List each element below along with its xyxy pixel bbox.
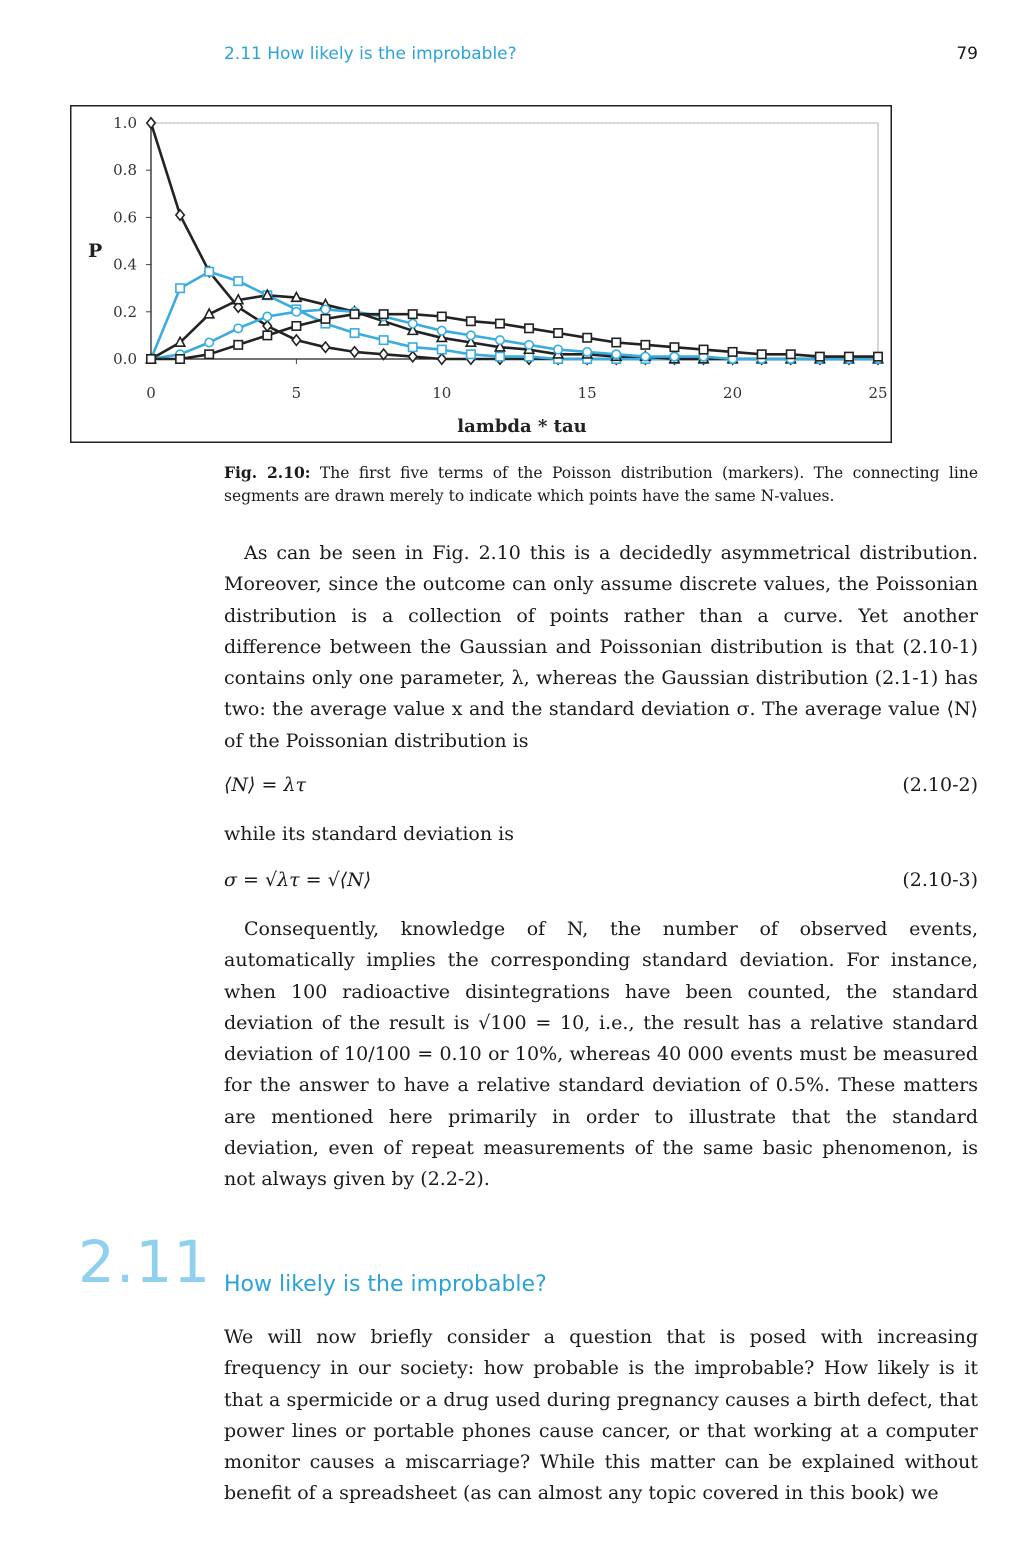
series-4-point — [321, 305, 329, 313]
series-4-point — [467, 331, 475, 339]
series-4-point — [670, 352, 678, 360]
equation-2-10-3-expression: σ = √λτ = √⟨N⟩ — [224, 869, 372, 891]
series-5-point — [147, 355, 155, 363]
y-axis-label: P — [88, 240, 103, 262]
series-2-point — [379, 336, 387, 344]
series-5-point — [583, 334, 591, 342]
series-5-point — [176, 355, 184, 363]
series-4-point — [525, 341, 533, 349]
y-tick-label: 0.0 — [113, 350, 137, 368]
series-2-point — [205, 267, 213, 275]
series-5-point — [496, 319, 504, 327]
series-4-point — [496, 336, 504, 344]
series-2-point — [438, 345, 446, 353]
paragraph-1: As can be seen in Fig. 2.10 this is a decidedly asymmetrical distribution. Moreover, since the outcome can only assume discrete values, the Poissonian distribution is a collection of points rather than a curve. Yet another difference between the Gaussian and Poissonian distribution is that (2.10-1) contains only one parameter, λ, whereas the Gaussian distribution (2.1-1) has two: the average value x and the standard deviation σ. The average value ⟨N⟩ of the Poissonian distribution is — [224, 542, 978, 752]
series-5-point — [728, 348, 736, 356]
paragraph-1-block — [224, 538, 978, 757]
paragraph-4: We will now briefly consider a question that is posed with increasing frequency in our society: how probable is the improbable? How likely is it that a spermicide or a drug used during pregnancy causes a birth defect, that power lines or portable phones cause cancer, or that working at a computer monitor causes a miscarriage? While this matter can be explained without benefit of a spreadsheet (as can almost any topic covered in this book) we — [224, 1326, 978, 1505]
equation-2-10-3-number: (2.10-3) — [902, 869, 978, 891]
series-5-point — [699, 345, 707, 353]
series-5-point — [641, 341, 649, 349]
series-4-point — [205, 338, 213, 346]
equation-2-10-3 — [224, 869, 978, 899]
caption-label: Fig. 2.10: — [224, 463, 311, 482]
series-2-point — [496, 352, 504, 360]
y-tick-label: 1.0 — [113, 114, 137, 132]
series-2-point — [409, 343, 417, 351]
series-5-point — [787, 350, 795, 358]
x-tick-label: 0 — [146, 384, 156, 402]
paragraph-3-block — [224, 914, 978, 1196]
series-5-point — [525, 324, 533, 332]
series-2-point — [176, 284, 184, 292]
series-4-point — [234, 324, 242, 332]
paragraph-4-block — [224, 1322, 978, 1510]
series-5-point — [350, 310, 358, 318]
x-tick-label: 5 — [291, 384, 302, 402]
y-tick-label: 0.2 — [113, 302, 137, 321]
series-5-point — [467, 317, 475, 325]
series-5-point — [816, 352, 824, 360]
x-tick-label: 10 — [432, 384, 452, 402]
series-4-point — [409, 319, 417, 327]
section-number: 2.11 — [78, 1228, 212, 1296]
paragraph-2-block — [224, 819, 978, 850]
series-5-point — [554, 329, 562, 337]
caption-text: The first five terms of the Poisson distribution (markers). The connecting line segments are drawn merely to indicate which points have the same N-values. — [224, 464, 978, 505]
series-5-point — [438, 312, 446, 320]
series-4-point — [292, 308, 300, 316]
series-5-point — [379, 310, 387, 318]
figure-poisson — [70, 105, 892, 443]
figure-caption — [224, 461, 978, 508]
series-5-point — [757, 350, 765, 358]
series-5-point — [874, 352, 882, 360]
y-tick-label: 0.6 — [113, 208, 137, 227]
series-4-point — [641, 352, 649, 360]
x-axis-label: lambda * tau — [457, 416, 587, 437]
series-4-point — [583, 348, 591, 356]
section-title: How likely is the improbable? — [224, 1272, 547, 1297]
chart-frame — [71, 106, 892, 443]
equation-2-10-2-expression: ⟨N⟩ = λτ — [224, 774, 307, 796]
series-4-point — [612, 350, 620, 358]
poisson-chart — [70, 105, 892, 443]
series-5-point — [292, 322, 300, 330]
page-number: 79 — [956, 44, 978, 64]
series-5-point — [321, 315, 329, 323]
x-tick-label: 15 — [577, 384, 597, 402]
series-4-point — [554, 345, 562, 353]
series-5-point — [263, 331, 271, 339]
equation-2-10-2-number: (2.10-2) — [902, 774, 978, 796]
series-5-point — [409, 310, 417, 318]
paragraph-3: Consequently, knowledge of N, the number of observed events, automatically implies the corresponding standard deviation. For instance, when 100 radioactive disintegrations have been counted, the standard deviation of the result is √100 = 10, i.e., the result has a relative standard deviation of 10/100 = 0.10 or 10%, whereas 40 000 events must be measured for the answer to have a relative standard deviation of 0.5%. These matters are mentioned here primarily in order to illustrate that the standard deviation, even of repeat measurements of the same basic phenomenon, is not always given by (2.2-2). — [224, 918, 978, 1191]
x-tick-label: 25 — [868, 384, 888, 402]
series-5-point — [612, 338, 620, 346]
series-4-point — [438, 326, 446, 334]
series-5-point — [205, 350, 213, 358]
equation-2-10-2 — [224, 774, 978, 804]
series-5-point — [670, 343, 678, 351]
series-5-point — [234, 341, 242, 349]
series-2-point — [467, 350, 475, 358]
series-2-point — [234, 277, 242, 285]
series-5-point — [845, 352, 853, 360]
series-2-point — [350, 329, 358, 337]
running-head: 2.11 How likely is the improbable? — [224, 44, 517, 64]
paragraph-2: while its standard deviation is — [224, 823, 514, 845]
x-tick-label: 20 — [723, 384, 743, 402]
series-4-point — [263, 312, 271, 320]
y-tick-label: 0.8 — [113, 161, 137, 180]
y-tick-label: 0.4 — [113, 255, 137, 274]
